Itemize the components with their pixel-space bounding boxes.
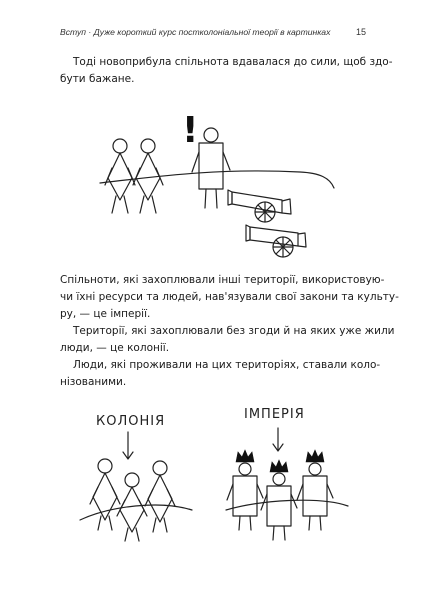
colonized-figure [145,461,175,532]
empire-label: ІМПЕРІЯ [244,407,305,422]
empire-figure [227,450,263,530]
page-number: 15 [355,27,366,37]
intro-line-2: бути бажане. [60,73,135,85]
intro-line-1: Тоді новоприбула спільнота вдавалася до сили, щоб здо- [73,56,393,68]
body-line: чи їхні ресурси та людей, нав'язували свої закони та культу- [60,291,399,303]
down-arrow-icon [123,432,133,459]
colonized-figure [117,473,147,541]
crown-icon [236,450,254,462]
crown-icon [306,450,324,462]
body-line: ру, — це імперії. [60,308,151,320]
down-arrow-icon [273,428,283,451]
empire-figure [297,450,333,530]
exclamation-mark: ! [182,110,199,151]
running-header: Вступ · Дуже короткий курс постколоніальної теорії в картинках [60,27,331,37]
colony-label: КОЛОНІЯ [96,414,166,429]
hill-line [226,500,348,510]
hill-line [80,505,192,520]
body-line: люди, — це колонії. [60,342,170,354]
empire-figure [261,460,297,540]
body-line: нізованими. [60,376,127,388]
colonized-figure [90,459,120,530]
crown-icon [270,460,288,472]
body-line: Люди, які проживали на цих територіях, ставали коло- [73,359,381,371]
body-line: Спільноти, які захоплювали інші території, використовую- [60,274,385,286]
body-line: Території, які захоплювали без згоди й на яких уже жили [73,325,395,337]
